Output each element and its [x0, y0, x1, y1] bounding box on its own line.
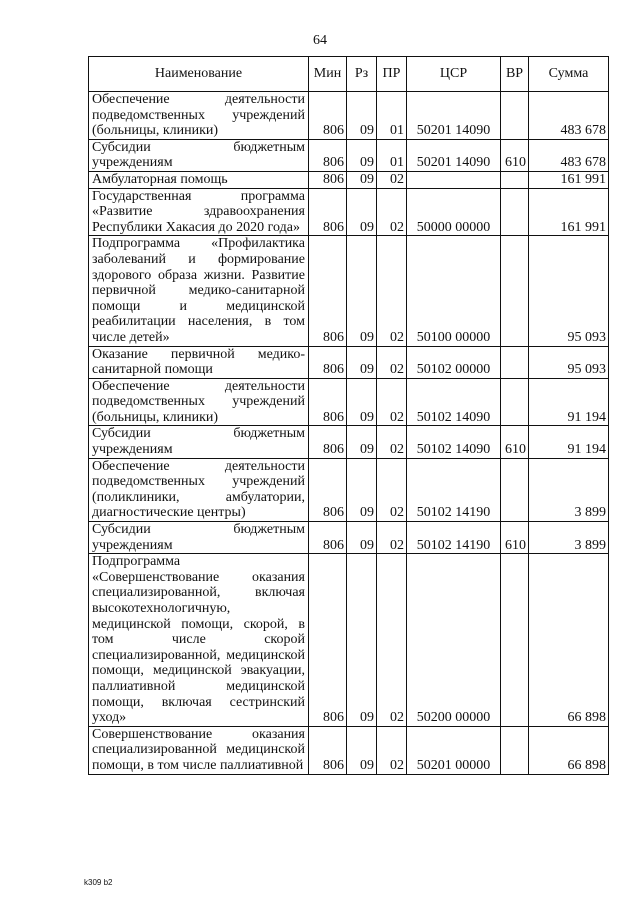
row-pr: 02 [377, 554, 407, 727]
row-csr: 50102 00000 [407, 346, 501, 378]
row-name: Обеспечение деятельности подведомственных учреждений (больницы, клиники) [89, 378, 309, 426]
row-vr [501, 554, 529, 727]
row-vr [501, 171, 529, 188]
table-header-row [89, 57, 609, 92]
row-rz: 09 [347, 171, 377, 188]
table-row [89, 378, 609, 426]
table-row [89, 346, 609, 378]
row-min: 806 [309, 426, 347, 458]
row-csr: 50100 00000 [407, 236, 501, 346]
row-pr: 02 [377, 236, 407, 346]
row-min: 806 [309, 92, 347, 140]
row-name: Субсидии бюджетным учреждениям [89, 139, 309, 171]
row-csr: 50102 14190 [407, 458, 501, 521]
header-csr: ЦСР [407, 57, 501, 92]
footer-code: k309 b2 [84, 878, 113, 887]
row-csr [407, 171, 501, 188]
row-csr: 50200 00000 [407, 554, 501, 727]
row-sum: 66 898 [529, 726, 609, 774]
row-rz: 09 [347, 554, 377, 727]
row-name: Подпрограмма «Профилактика заболеваний и формирование здорового образа жизни. Развитие первичной медико-санитарной помощи и медицинской реабилитации населения, в том числе детей» [89, 236, 309, 346]
table-row [89, 522, 609, 554]
budget-table [88, 56, 609, 775]
row-rz: 09 [347, 188, 377, 236]
row-pr: 02 [377, 522, 407, 554]
row-sum: 95 093 [529, 346, 609, 378]
row-rz: 09 [347, 236, 377, 346]
row-sum: 91 194 [529, 378, 609, 426]
page-number: 64 [313, 33, 327, 48]
table-row [89, 139, 609, 171]
row-rz: 09 [347, 378, 377, 426]
row-name: Амбулаторная помощь [89, 171, 309, 188]
row-pr: 02 [377, 346, 407, 378]
header-sum: Сумма [529, 57, 609, 92]
table-row [89, 92, 609, 140]
row-name: Обеспечение деятельности подведомственных учреждений (больницы, клиники) [89, 92, 309, 140]
row-min: 806 [309, 346, 347, 378]
row-rz: 09 [347, 139, 377, 171]
row-sum: 483 678 [529, 139, 609, 171]
row-min: 806 [309, 139, 347, 171]
row-min: 806 [309, 236, 347, 346]
header-pr: ПР [377, 57, 407, 92]
row-pr: 02 [377, 726, 407, 774]
row-sum: 66 898 [529, 554, 609, 727]
header-vr: ВР [501, 57, 529, 92]
row-sum: 483 678 [529, 92, 609, 140]
row-pr: 01 [377, 139, 407, 171]
row-pr: 02 [377, 378, 407, 426]
table-row [89, 171, 609, 188]
row-csr: 50102 14090 [407, 378, 501, 426]
header-min: Мин [309, 57, 347, 92]
row-rz: 09 [347, 426, 377, 458]
row-name: Субсидии бюджетным учреждениям [89, 522, 309, 554]
row-pr: 02 [377, 171, 407, 188]
header-rz: Рз [347, 57, 377, 92]
row-pr: 01 [377, 92, 407, 140]
row-csr: 50102 14190 [407, 522, 501, 554]
row-vr [501, 726, 529, 774]
row-csr: 50102 14090 [407, 426, 501, 458]
row-pr: 02 [377, 188, 407, 236]
row-min: 806 [309, 458, 347, 521]
row-rz: 09 [347, 726, 377, 774]
row-sum: 3 899 [529, 458, 609, 521]
row-sum: 161 991 [529, 171, 609, 188]
table-row [89, 458, 609, 521]
row-csr: 50201 00000 [407, 726, 501, 774]
row-name: Оказание первичной медико-санитарной помощи [89, 346, 309, 378]
row-rz: 09 [347, 522, 377, 554]
row-vr: 610 [501, 522, 529, 554]
row-vr [501, 378, 529, 426]
row-min: 806 [309, 171, 347, 188]
table-row [89, 554, 609, 727]
row-min: 806 [309, 188, 347, 236]
row-name: Подпрограмма «Совершенствование оказания специализированной, включая высокотехнологичную, медицинской помощи, скорой, в том числе скорой специализированной, медицинской помощи, медицинской эвакуации, паллиативной медицинской помощи, включая сестринский уход» [89, 554, 309, 727]
row-sum: 95 093 [529, 236, 609, 346]
row-sum: 91 194 [529, 426, 609, 458]
row-min: 806 [309, 726, 347, 774]
row-csr: 50201 14090 [407, 139, 501, 171]
row-name: Государственная программа «Развитие здравоохранения Республики Хакасия до 2020 года» [89, 188, 309, 236]
row-min: 806 [309, 378, 347, 426]
header-name: Наименование [89, 57, 309, 92]
row-vr [501, 346, 529, 378]
row-min: 806 [309, 554, 347, 727]
table-row [89, 236, 609, 346]
row-csr: 50000 00000 [407, 188, 501, 236]
table-row [89, 726, 609, 774]
row-csr: 50201 14090 [407, 92, 501, 140]
row-pr: 02 [377, 458, 407, 521]
row-name: Совершенствование оказания специализированной медицинской помощи, в том числе паллиативной [89, 726, 309, 774]
row-vr [501, 458, 529, 521]
row-pr: 02 [377, 426, 407, 458]
row-sum: 3 899 [529, 522, 609, 554]
row-min: 806 [309, 522, 347, 554]
row-vr: 610 [501, 139, 529, 171]
row-vr [501, 188, 529, 236]
row-name: Обеспечение деятельности подведомственных учреждений (поликлиники, амбулатории, диагностические центры) [89, 458, 309, 521]
row-rz: 09 [347, 458, 377, 521]
row-rz: 09 [347, 92, 377, 140]
row-vr [501, 92, 529, 140]
table-row [89, 426, 609, 458]
row-vr: 610 [501, 426, 529, 458]
row-vr [501, 236, 529, 346]
table-row [89, 188, 609, 236]
row-name: Субсидии бюджетным учреждениям [89, 426, 309, 458]
row-sum: 161 991 [529, 188, 609, 236]
row-rz: 09 [347, 346, 377, 378]
